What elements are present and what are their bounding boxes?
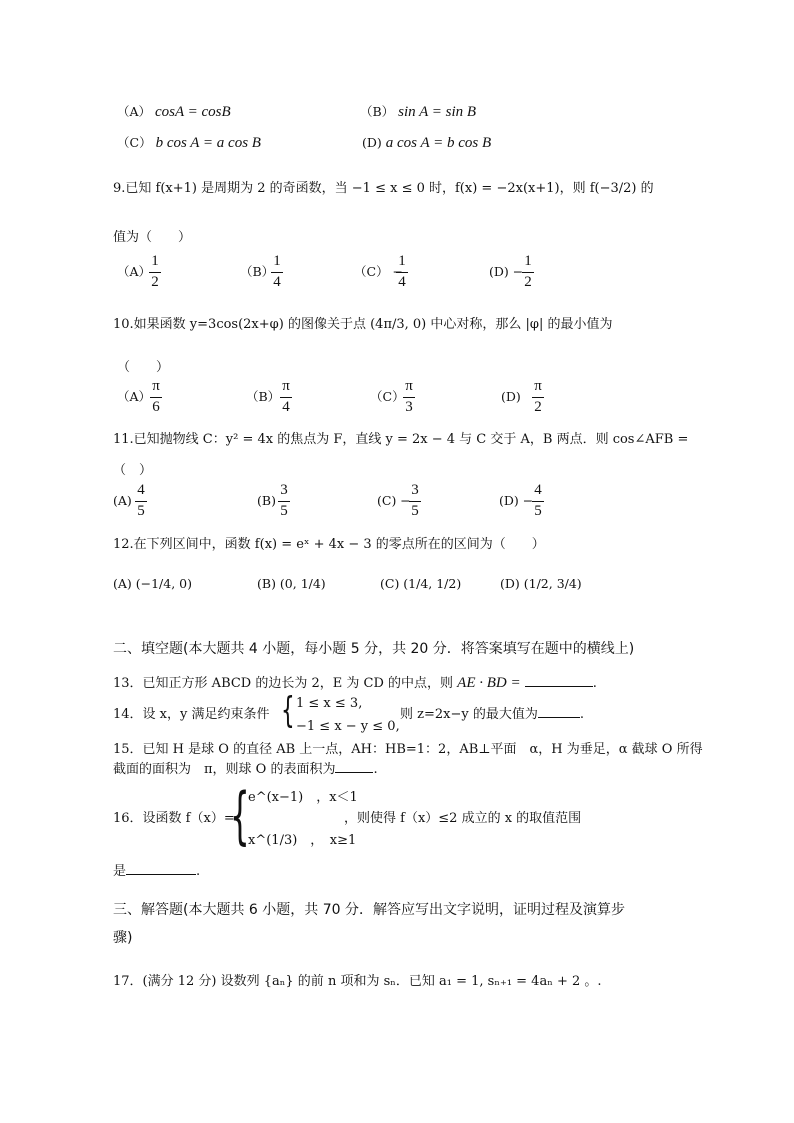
q12-option-a: (A) (−1/4, 0) (113, 576, 192, 591)
q16-answer-blank (126, 874, 196, 875)
q11-option-d-label: (D) − (499, 493, 534, 508)
q11-stem: 11.已知抛物线 C：y² = 4x 的焦点为 F，直线 y = 2x − 4 与 C 交于 A，B 两点．则 cos∠AFB = (113, 432, 689, 447)
q11-option-c-fraction: 3 5 (409, 483, 421, 520)
q9-option-a-fraction: 1 2 (149, 254, 161, 291)
q13-vector-expr: AE · BD = (457, 675, 521, 691)
q10-option-d-label: (D) (501, 389, 521, 404)
q16-line-2: 是 . (113, 864, 201, 879)
q10-stem-line2: （ ） (117, 360, 170, 375)
q9-option-c-label: （C） − (354, 264, 404, 279)
q16-post: ，则使得 f（x）≤2 成立的 x 的取值范围 (344, 811, 582, 826)
q16-pre: 16．设函数 f（x）= (113, 811, 235, 826)
q8-option-b: （B） sin A = sin B (360, 104, 477, 120)
q14-answer-blank (538, 717, 580, 718)
q8-option-b-expr: sin A = sin B (398, 104, 477, 120)
q8-option-d: (D) a cos A = b cos B (362, 135, 492, 151)
q17: 17．(满分 12 分) 设数列 {aₙ} 的前 n 项和为 sₙ．已知 a₁ = 1, sₙ₊₁ = 4aₙ + 2 。. (113, 974, 602, 989)
q10-option-c-fraction: π 3 (403, 379, 415, 416)
q11-option-d-fraction: 4 5 (532, 483, 544, 520)
q10-option-c-label: （C） (370, 389, 405, 404)
q9-option-d-fraction: 1 2 (522, 254, 534, 291)
q14-constraint-2: −1 ≤ x − y ≤ 0, (296, 719, 400, 734)
q8-option-a-expr: cosA = cosB (155, 104, 231, 120)
q9-stem-line2: 值为（ ） (113, 230, 192, 245)
q16-brace: { (230, 779, 250, 852)
q12-stem: 12.在下列区间中，函数 f(x) = eˣ + 4x − 3 的零点所在的区间为（ ） (113, 537, 545, 552)
section-3-heading-line-1: 三、解答题(本大题共 6 小题，共 70 分．解答应写出文字说明，证明过程及演算步 (113, 902, 625, 918)
section-3-heading-line-2: 骤) (113, 930, 133, 946)
q13: 13．已知正方形 ABCD 的边长为 2，E 为 CD 的中点，则 AE · BD = . (113, 675, 597, 691)
q9-option-b-fraction: 1 4 (271, 254, 283, 291)
q14-brace: { (281, 690, 295, 731)
q10-option-b-label: （B） (246, 389, 281, 404)
q11-stem-line2: （ ） (113, 463, 153, 478)
q9-option-d-label: (D) − (489, 264, 524, 279)
q15-line-1: 15．已知 H 是球 O 的直径 AB 上一点，AH：HB=1：2，AB⊥平面 α，H 为垂足，α 截球 O 所得 (113, 742, 703, 757)
q9-option-c-fraction: 1 4 (396, 254, 408, 291)
section-2-heading: 二、填空题(本大题共 4 小题，每小题 5 分，共 20 分．将答案填写在题中的横线上) (113, 641, 635, 657)
q8-option-d-expr: a cos A = b cos B (385, 135, 492, 151)
q15-line-2: 截面的面积为 π，则球 O 的表面积为 . (113, 762, 378, 777)
q9-option-b-label: （B） (240, 264, 275, 279)
q8-option-a: （A） cosA = cosB (117, 104, 231, 120)
q12-option-c: (C) (1/4, 1/2) (380, 576, 462, 591)
q10-stem: 10.如果函数 y=3cos(2x+φ) 的图像关于点 (4π/3, 0) 中心对称，那么 |φ| 的最小值为 (113, 317, 613, 332)
q13-answer-blank (525, 686, 593, 687)
q11-option-b-fraction: 3 5 (278, 483, 290, 520)
q10-option-b-fraction: π 4 (280, 379, 292, 416)
q10-option-a-label: （A） (117, 389, 152, 404)
q14-constraint-1: 1 ≤ x ≤ 3, (296, 696, 363, 711)
q11-option-a-fraction: 4 5 (135, 483, 147, 520)
q16-case-2: x^(1/3) ， x≥1 (248, 833, 357, 848)
q10-option-d-fraction: π 2 (532, 379, 544, 416)
q11-option-b-label: (B) (257, 493, 276, 508)
q16-case-1: e^(x−1) ，x＜1 (248, 790, 358, 805)
q11-option-a-label: (A) (113, 493, 132, 508)
q12-option-d: (D) (1/2, 3/4) (500, 576, 582, 591)
q10-option-a-fraction: π 6 (150, 379, 162, 416)
q14-pre: 14．设 x，y 满足约束条件 (113, 707, 270, 722)
q14-post: 则 z=2x−y 的最大值为 . (400, 707, 584, 722)
q8-option-c: （C） b cos A = a cos B (117, 135, 261, 151)
q9-option-a-label: （A） (117, 264, 152, 279)
q9-stem: 9.已知 f(x+1) 是周期为 2 的奇函数，当 −1 ≤ x ≤ 0 时，f(x) = −2x(x+1)，则 f(−3/2) 的 (113, 181, 654, 196)
q11-option-c-label: (C) − (377, 493, 411, 508)
q15-answer-blank (335, 772, 373, 773)
q8-option-c-expr: b cos A = a cos B (155, 135, 261, 151)
q12-option-b: (B) (0, 1/4) (257, 576, 326, 591)
